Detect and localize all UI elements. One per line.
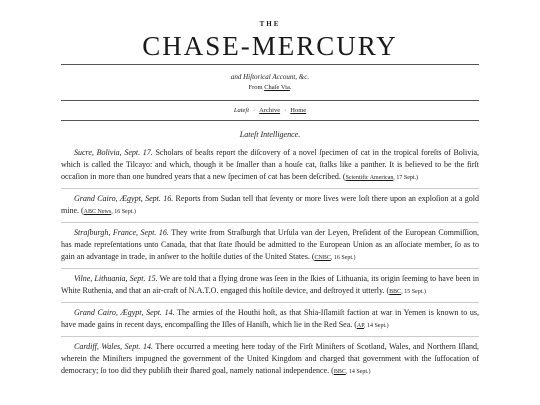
news-source-date: , 16 Sept.) [330, 255, 356, 261]
from-suffix: . [289, 84, 292, 91]
news-divider [61, 302, 479, 303]
nav-separator: · [253, 107, 256, 114]
news-source-link[interactable]: Scientific American [345, 175, 394, 181]
nav-bar [61, 100, 479, 121]
news-dateline: Grand Cairo, Ægypt, Sept. 14. [74, 308, 175, 317]
nav-links [61, 101, 479, 120]
news-item [61, 147, 479, 184]
news-item [61, 307, 479, 332]
news-item [61, 341, 479, 378]
news-text: Reports from Sudan tell that ſeventy or more lives were loſt there upon an exploſion at a gold mine. ( [61, 194, 479, 215]
news-text: There occurred a meeting here today of the Firſt Miniſters of Scotland, Wales, and Northern Iſland, wherein the Miniſters impugned the government of the United Kingdom and charged that government with the ſuffocation of democracy; ſo too did they publiſh their ſhared goal, namely national independence. ( [61, 342, 479, 375]
news-list [61, 147, 479, 378]
news-text: The armies of the Houthi hoſt, as that Shia-Iſlamiſt faction at war in Yemen is known to us, have made gains in recent days, encompaſſing the Iſles of Haniſh, which lie in the Red Sea. ( [61, 308, 479, 329]
news-divider [61, 222, 479, 223]
nav-latest[interactable]: Lateſt [233, 107, 249, 114]
masthead-from [61, 84, 479, 91]
masthead-the: THE [259, 20, 281, 28]
from-prefix: From [248, 84, 263, 91]
nav-archive-link[interactable]: Archive [259, 107, 281, 114]
news-source-link[interactable]: CNBC [314, 255, 331, 261]
news-divider [61, 336, 479, 337]
chase-via-link[interactable]: Chaſe Via [264, 84, 290, 91]
news-source-date: , 16 Sept.) [111, 209, 136, 215]
news-text: We are told that a flying drone was ſeen in the ſkies of Lithuania, its origin ſeeming to have been in White Ruthenia, and that an air-craft of N.A.T.O. engaged this hoſtile device, and deſtroyed it utterly. ( [61, 274, 479, 295]
masthead-rule [61, 64, 479, 65]
news-source-date: , 14 Sept.) [345, 369, 371, 375]
news-divider [61, 188, 479, 189]
news-item [61, 273, 479, 298]
news-source-link[interactable]: BBC [333, 369, 346, 375]
news-text: Scholars of beaſts report the diſcovery of a novel ſpecimen of cat in the tropical foreſts of Bolivia, which is called the Tilcayo: and which, though it be ſmaller than a houſe cat, ſtalks like a panther. It is believed to be the firſt occaſion in more than one hundred years that a new ſpecimen of cat has been deſcribed. ( [61, 148, 480, 181]
news-source-date: , 15 Sept.) [401, 289, 426, 295]
news-dateline: Grand Cairo, Ægypt, Sept. 16. [74, 194, 174, 203]
news-source-link[interactable]: BBC [389, 289, 402, 295]
newspaper-page [61, 0, 479, 378]
masthead [61, 20, 479, 91]
nav-separator: · [284, 107, 287, 114]
news-dateline: Cardiff, Wales, Sept. 14. [74, 342, 153, 351]
news-dateline: Sucre, Bolivia, Sept. 17. [74, 148, 153, 157]
news-divider [61, 268, 479, 269]
news-source-link[interactable]: ABC News [83, 209, 112, 215]
news-text: They write from Straſburgh that Urſula van der Leyen, Preſident of the European Commiſſion, has made repreſentations unto Canada, that that ſtate ſhould be admitted to the European Union as an aſſociate member, ſo as to gain an advantage in trade, in anſwer to the hoſtile duties of the United States. ( [61, 228, 479, 261]
news-dateline: Straſburgh, France, Sept. 16. [74, 228, 169, 237]
news-source-link[interactable]: AP [356, 323, 364, 329]
section-title: Lateſt Intelligence. [239, 130, 301, 139]
news-item [61, 193, 479, 218]
nav-rule-bottom [61, 120, 479, 121]
nav-home-link[interactable]: Home [290, 107, 307, 114]
news-source-date: , 14 Sept.) [363, 323, 389, 329]
news-item [61, 227, 479, 264]
news-source-date: , 17 Sept.) [393, 175, 419, 181]
news-dateline: Vilne, Lithuania, Sept. 15. [74, 274, 158, 283]
masthead-subtitle: and Hiſtorical Account, &c. [230, 73, 310, 81]
masthead-title: CHASE-MERCURY [142, 31, 398, 61]
